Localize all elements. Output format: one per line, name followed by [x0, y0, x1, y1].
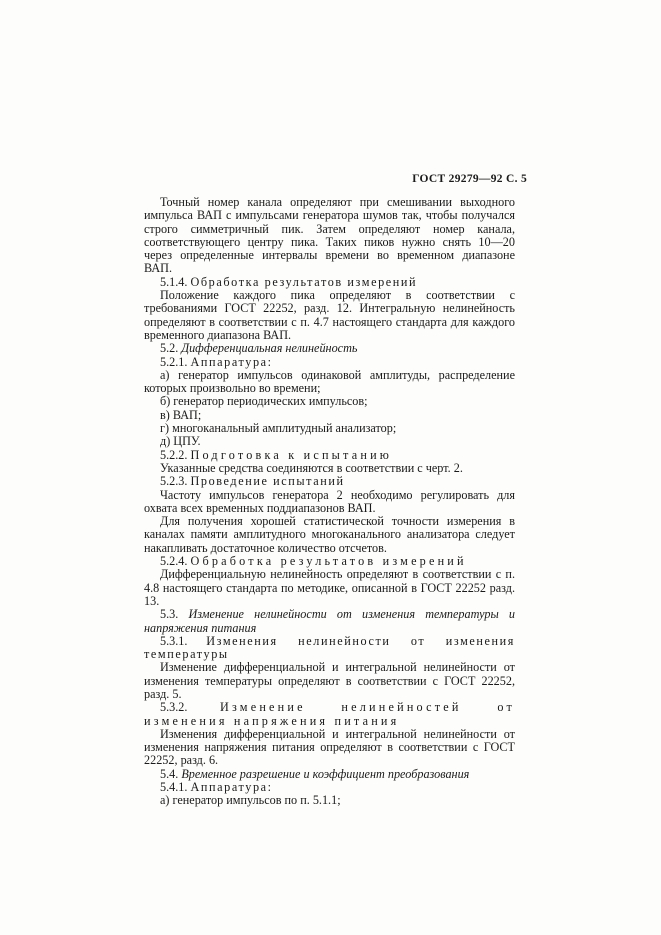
section-heading: 5.4. Временное разрешение и коэффициент преобразования — [160, 766, 470, 781]
section-heading: 5.1.4. Обработка результатов измерений — [160, 274, 418, 289]
paragraph: Для получения хорошей статистической точности измерения в каналах памяти амплитудного многоканального анализатора следует накапливать достаточное количество отсчетов. — [144, 514, 515, 555]
section-heading: 5.3. Изменение нелинейности от изменения температуры и напряжения питания — [144, 607, 516, 635]
list-item: а) генератор импульсов одинаковой амплитуды, распределение которых произвольно во времени; — [144, 367, 515, 396]
section-heading: 5.2.3. Проведение испытаний — [160, 474, 345, 489]
page-header: ГОСТ 29279—92 С. 5 — [412, 173, 527, 185]
section-heading: 5.3.1. Изменения нелинейности от изменения температуры — [144, 633, 515, 662]
list-item: д) ЦПУ. — [160, 434, 201, 449]
section-heading: 5.2.1. Аппаратура: — [160, 354, 273, 369]
paragraph: Изменение дифференциальной и интегральной нелинейности от изменения температуры определяют в соответствии с ГОСТ 22252, разд. 5. — [144, 660, 515, 701]
paragraph: Изменения дифференциальной и интегральной нелинейности от изменения напряжения питания определяют в соответствии с ГОСТ 22252, разд. 6. — [144, 726, 515, 768]
list-item: б) генератор периодических импульсов; — [160, 394, 368, 409]
section-heading: 5.2.4. Обработка результатов измерений — [160, 554, 467, 569]
section-heading: 5.4.1. Аппаратура: — [160, 780, 273, 795]
paragraph: Дифференциальную нелинейность определяют в соответствии с п. 4.8 настоящего стандарта по методике, описанной в ГОСТ 22252 разд. 13. — [144, 567, 515, 608]
section-heading: 5.2. Дифференциальная нелинейность — [160, 341, 358, 356]
section-heading: 5.3.2. Изменение нелинейностей от изменения напряжения питания — [144, 700, 515, 728]
paragraph: Точный номер канала определяют при смешивании выходного импульса ВАП с импульсами генератора шумов так, чтобы получался строго симметричный пик. Затем определяют номер канала, соответствующего центру пика. Таких пиков нужно снять 10—20 через определенные интервалы времени во временном диапазоне ВАП. — [144, 195, 515, 276]
list-item: а) генератор импульсов по п. 5.1.1; — [160, 793, 341, 808]
list-item: в) ВАП; — [160, 407, 202, 422]
section-heading: 5.2.2. Подготовка к испытанию — [160, 447, 393, 462]
document-body — [144, 196, 515, 808]
paragraph: Положение каждого пика определяют в соответствии с требованиями ГОСТ 22252, разд. 12. Интегральную нелинейность определяют в соответствии с п. 4.7 настоящего стандарта для каждого временного диапазона ВАП. — [144, 288, 515, 342]
list-item: г) многоканальный амплитудный анализатор; — [160, 421, 397, 436]
paragraph: Частоту импульсов генератора 2 необходимо регулировать для охвата всех временных поддиапазонов ВАП. — [144, 487, 515, 515]
paragraph: Указанные средства соединяются в соответствии с черт. 2. — [160, 460, 463, 475]
